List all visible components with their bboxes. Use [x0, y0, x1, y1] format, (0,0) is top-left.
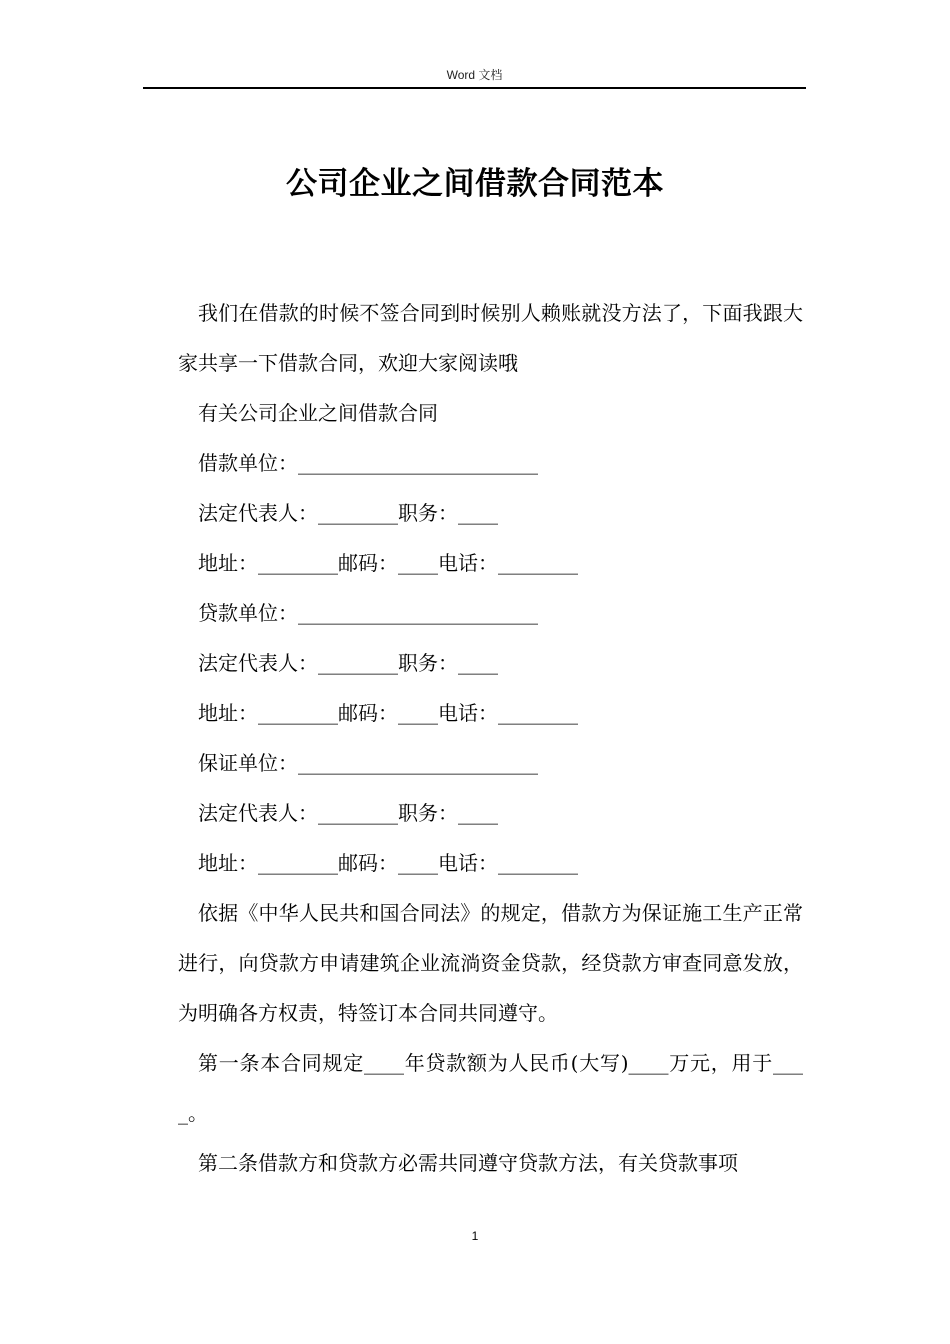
- page-number: 1: [471, 1229, 479, 1243]
- preamble-paragraph: 依据《中华人民共和国合同法》的规定，借款方为保证施工生产正常进行，向贷款方申请建筑企业流淌资金贷款，经贷款方审查同意发放，为明确各方权责，特签订本合同共同遵守。: [178, 901, 803, 1025]
- lender-address-line: 地址：________邮码：____电话：________: [198, 701, 578, 725]
- article-2-paragraph: 第二条借款方和贷款方必需共同遵守贷款方法，有关贷款事项: [198, 1151, 738, 1175]
- borrower-unit-line: 借款单位：________________________: [198, 451, 538, 475]
- page-header: Word 文档: [446, 68, 503, 82]
- guarantor-representative-line: 法定代表人：________职务：____: [198, 801, 498, 825]
- document-title: 公司企业之间借款合同范本: [286, 166, 664, 202]
- intro-paragraph: 我们在借款的时候不签合同到时候别人赖账就没方法了，下面我跟大家共享一下借款合同，欢迎大家阅读哦: [178, 301, 803, 375]
- guarantor-address-line: 地址：________邮码：____电话：________: [198, 851, 578, 875]
- borrower-address-line: 地址：________邮码：____电话：________: [198, 551, 578, 575]
- document-body: [178, 288, 803, 1188]
- lender-unit-line: 贷款单位：________________________: [198, 601, 538, 625]
- guarantor-unit-line: 保证单位：________________________: [198, 751, 538, 775]
- header-rule: [143, 87, 806, 89]
- borrower-representative-line: 法定代表人：________职务：____: [198, 501, 498, 525]
- lender-representative-line: 法定代表人：________职务：____: [198, 651, 498, 675]
- contract-heading: 有关公司企业之间借款合同: [198, 401, 438, 425]
- article-1-paragraph: 第一条本合同规定____年贷款额为人民币(大写)____万元，用于____。: [178, 1051, 803, 1125]
